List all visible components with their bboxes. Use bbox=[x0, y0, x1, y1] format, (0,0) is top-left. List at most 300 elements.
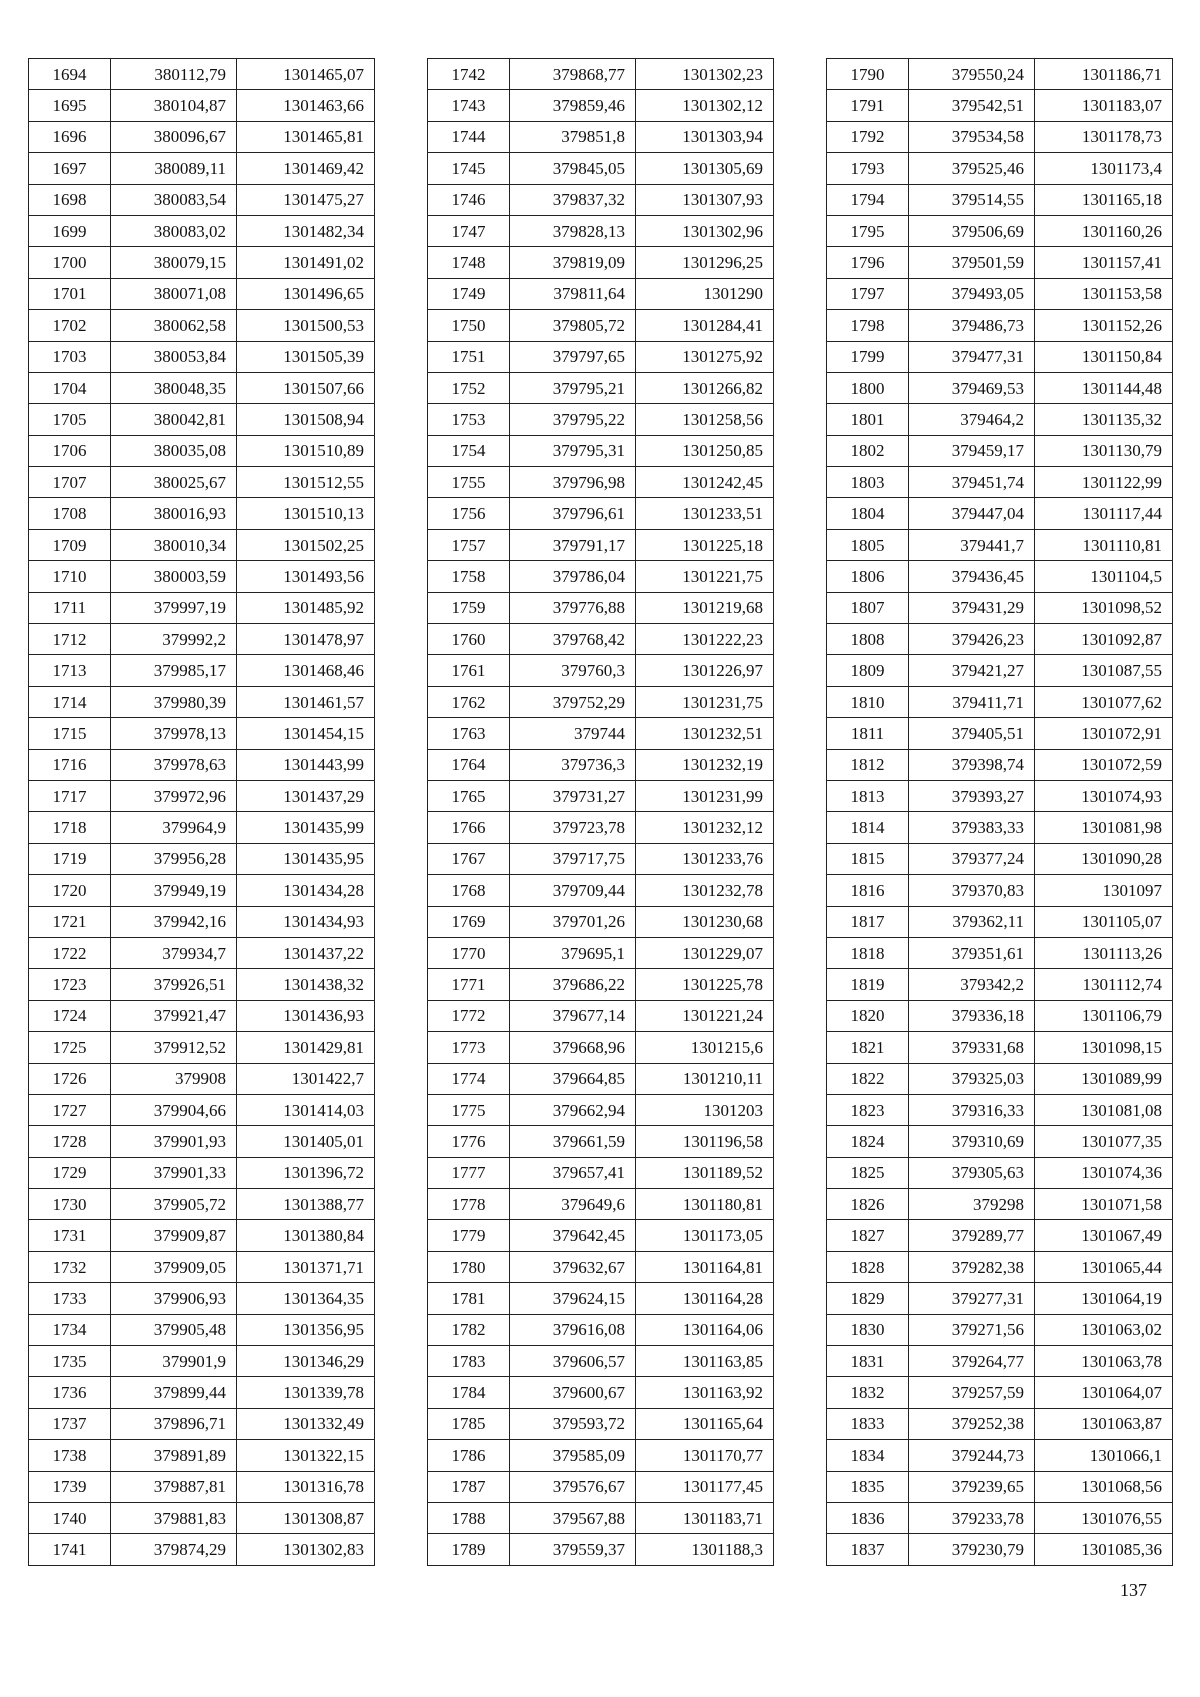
x-coordinate-cell: 379899,44 bbox=[111, 1377, 237, 1408]
y-coordinate-cell: 1301422,7 bbox=[237, 1063, 375, 1094]
point-number-cell: 1745 bbox=[428, 153, 510, 184]
table-row bbox=[29, 278, 375, 309]
y-coordinate-cell: 1301284,41 bbox=[636, 310, 774, 341]
point-number-cell: 1776 bbox=[428, 1126, 510, 1157]
x-coordinate-cell: 379405,51 bbox=[909, 718, 1035, 749]
y-coordinate-cell: 1301160,26 bbox=[1035, 215, 1173, 246]
y-coordinate-cell: 1301364,35 bbox=[237, 1283, 375, 1314]
x-coordinate-cell: 379819,09 bbox=[510, 247, 636, 278]
x-coordinate-cell: 379436,45 bbox=[909, 561, 1035, 592]
point-number-cell: 1729 bbox=[29, 1157, 111, 1188]
x-coordinate-cell: 379632,67 bbox=[510, 1251, 636, 1282]
point-number-cell: 1756 bbox=[428, 498, 510, 529]
y-coordinate-cell: 1301130,79 bbox=[1035, 435, 1173, 466]
table-row bbox=[428, 624, 774, 655]
table-row bbox=[428, 1314, 774, 1345]
point-number-cell: 1771 bbox=[428, 969, 510, 1000]
y-coordinate-cell: 1301164,81 bbox=[636, 1251, 774, 1282]
table-row bbox=[29, 969, 375, 1000]
x-coordinate-cell: 379695,1 bbox=[510, 937, 636, 968]
x-coordinate-cell: 379370,83 bbox=[909, 875, 1035, 906]
table-row bbox=[827, 184, 1173, 215]
point-number-cell: 1750 bbox=[428, 310, 510, 341]
point-number-cell: 1835 bbox=[827, 1471, 909, 1502]
y-coordinate-cell: 1301068,56 bbox=[1035, 1471, 1173, 1502]
x-coordinate-cell: 379881,83 bbox=[111, 1502, 237, 1533]
y-coordinate-cell: 1301508,94 bbox=[237, 404, 375, 435]
x-coordinate-cell: 379661,59 bbox=[510, 1126, 636, 1157]
y-coordinate-cell: 1301493,56 bbox=[237, 561, 375, 592]
point-number-cell: 1726 bbox=[29, 1063, 111, 1094]
y-coordinate-cell: 1301177,45 bbox=[636, 1471, 774, 1502]
x-coordinate-cell: 379244,73 bbox=[909, 1440, 1035, 1471]
point-number-cell: 1822 bbox=[827, 1063, 909, 1094]
y-coordinate-cell: 1301076,55 bbox=[1035, 1502, 1173, 1533]
table-row bbox=[827, 498, 1173, 529]
x-coordinate-cell: 379677,14 bbox=[510, 1000, 636, 1031]
x-coordinate-cell: 379252,38 bbox=[909, 1408, 1035, 1439]
table-row bbox=[428, 1000, 774, 1031]
table-row bbox=[29, 1502, 375, 1533]
point-number-cell: 1764 bbox=[428, 749, 510, 780]
point-number-cell: 1755 bbox=[428, 467, 510, 498]
point-number-cell: 1832 bbox=[827, 1377, 909, 1408]
point-number-cell: 1775 bbox=[428, 1094, 510, 1125]
table-row bbox=[827, 90, 1173, 121]
point-number-cell: 1820 bbox=[827, 1000, 909, 1031]
x-coordinate-cell: 379896,71 bbox=[111, 1408, 237, 1439]
table-row bbox=[428, 467, 774, 498]
point-number-cell: 1695 bbox=[29, 90, 111, 121]
x-coordinate-cell: 379451,74 bbox=[909, 467, 1035, 498]
table-row bbox=[29, 1094, 375, 1125]
y-coordinate-cell: 1301098,52 bbox=[1035, 592, 1173, 623]
table-row bbox=[827, 1283, 1173, 1314]
x-coordinate-cell: 379616,08 bbox=[510, 1314, 636, 1345]
y-coordinate-cell: 1301063,78 bbox=[1035, 1346, 1173, 1377]
x-coordinate-cell: 379760,3 bbox=[510, 655, 636, 686]
point-number-cell: 1712 bbox=[29, 624, 111, 655]
table-row bbox=[827, 812, 1173, 843]
y-coordinate-cell: 1301215,6 bbox=[636, 1032, 774, 1063]
table-row bbox=[827, 1534, 1173, 1565]
y-coordinate-cell: 1301482,34 bbox=[237, 215, 375, 246]
point-number-cell: 1809 bbox=[827, 655, 909, 686]
table-row bbox=[29, 561, 375, 592]
y-coordinate-cell: 1301074,36 bbox=[1035, 1157, 1173, 1188]
table-row bbox=[428, 937, 774, 968]
y-coordinate-cell: 1301196,58 bbox=[636, 1126, 774, 1157]
x-coordinate-cell: 379942,16 bbox=[111, 906, 237, 937]
table-row bbox=[29, 529, 375, 560]
y-coordinate-cell: 1301063,02 bbox=[1035, 1314, 1173, 1345]
y-coordinate-cell: 1301302,12 bbox=[636, 90, 774, 121]
y-coordinate-cell: 1301098,15 bbox=[1035, 1032, 1173, 1063]
point-number-cell: 1791 bbox=[827, 90, 909, 121]
x-coordinate-cell: 379736,3 bbox=[510, 749, 636, 780]
x-coordinate-cell: 380071,08 bbox=[111, 278, 237, 309]
point-number-cell: 1707 bbox=[29, 467, 111, 498]
point-number-cell: 1807 bbox=[827, 592, 909, 623]
table-row bbox=[827, 624, 1173, 655]
point-number-cell: 1705 bbox=[29, 404, 111, 435]
x-coordinate-cell: 379585,09 bbox=[510, 1440, 636, 1471]
point-number-cell: 1836 bbox=[827, 1502, 909, 1533]
table-row bbox=[29, 686, 375, 717]
x-coordinate-cell: 379828,13 bbox=[510, 215, 636, 246]
table-row bbox=[428, 1251, 774, 1282]
y-coordinate-cell: 1301229,07 bbox=[636, 937, 774, 968]
point-number-cell: 1826 bbox=[827, 1189, 909, 1220]
table-row bbox=[428, 1220, 774, 1251]
y-coordinate-cell: 1301163,85 bbox=[636, 1346, 774, 1377]
x-coordinate-cell: 379426,23 bbox=[909, 624, 1035, 655]
table-row bbox=[827, 153, 1173, 184]
table-row bbox=[29, 749, 375, 780]
table-row bbox=[29, 937, 375, 968]
table-row bbox=[29, 655, 375, 686]
x-coordinate-cell: 379909,87 bbox=[111, 1220, 237, 1251]
point-number-cell: 1753 bbox=[428, 404, 510, 435]
y-coordinate-cell: 1301438,32 bbox=[237, 969, 375, 1000]
table-row bbox=[428, 184, 774, 215]
table-row bbox=[29, 1534, 375, 1565]
table-row bbox=[428, 655, 774, 686]
point-number-cell: 1749 bbox=[428, 278, 510, 309]
point-number-cell: 1721 bbox=[29, 906, 111, 937]
x-coordinate-cell: 379851,8 bbox=[510, 121, 636, 152]
table-row bbox=[428, 435, 774, 466]
point-number-cell: 1727 bbox=[29, 1094, 111, 1125]
y-coordinate-cell: 1301258,56 bbox=[636, 404, 774, 435]
y-coordinate-cell: 1301081,08 bbox=[1035, 1094, 1173, 1125]
y-coordinate-cell: 1301163,92 bbox=[636, 1377, 774, 1408]
table-row bbox=[29, 498, 375, 529]
point-number-cell: 1708 bbox=[29, 498, 111, 529]
point-number-cell: 1715 bbox=[29, 718, 111, 749]
table-row bbox=[29, 843, 375, 874]
x-coordinate-cell: 379909,05 bbox=[111, 1251, 237, 1282]
point-number-cell: 1759 bbox=[428, 592, 510, 623]
table-row bbox=[428, 215, 774, 246]
x-coordinate-cell: 380079,15 bbox=[111, 247, 237, 278]
table-row bbox=[428, 1157, 774, 1188]
point-number-cell: 1787 bbox=[428, 1471, 510, 1502]
y-coordinate-cell: 1301296,25 bbox=[636, 247, 774, 278]
point-number-cell: 1786 bbox=[428, 1440, 510, 1471]
x-coordinate-cell: 379905,48 bbox=[111, 1314, 237, 1345]
y-coordinate-cell: 1301222,23 bbox=[636, 624, 774, 655]
point-number-cell: 1723 bbox=[29, 969, 111, 1000]
point-number-cell: 1799 bbox=[827, 341, 909, 372]
x-coordinate-cell: 379662,94 bbox=[510, 1094, 636, 1125]
table-row bbox=[29, 215, 375, 246]
point-number-cell: 1703 bbox=[29, 341, 111, 372]
x-coordinate-cell: 379664,85 bbox=[510, 1063, 636, 1094]
point-number-cell: 1735 bbox=[29, 1346, 111, 1377]
point-number-cell: 1710 bbox=[29, 561, 111, 592]
point-number-cell: 1694 bbox=[29, 59, 111, 90]
y-coordinate-cell: 1301380,84 bbox=[237, 1220, 375, 1251]
point-number-cell: 1731 bbox=[29, 1220, 111, 1251]
x-coordinate-cell: 379901,33 bbox=[111, 1157, 237, 1188]
point-number-cell: 1829 bbox=[827, 1283, 909, 1314]
x-coordinate-cell: 379795,31 bbox=[510, 435, 636, 466]
y-coordinate-cell: 1301339,78 bbox=[237, 1377, 375, 1408]
point-number-cell: 1761 bbox=[428, 655, 510, 686]
x-coordinate-cell: 379805,72 bbox=[510, 310, 636, 341]
x-coordinate-cell: 379978,63 bbox=[111, 749, 237, 780]
x-coordinate-cell: 379289,77 bbox=[909, 1220, 1035, 1251]
table-row bbox=[29, 1283, 375, 1314]
table-row bbox=[428, 561, 774, 592]
x-coordinate-cell: 379709,44 bbox=[510, 875, 636, 906]
table-row bbox=[29, 1220, 375, 1251]
table-row bbox=[428, 1377, 774, 1408]
point-number-cell: 1837 bbox=[827, 1534, 909, 1565]
y-coordinate-cell: 1301303,94 bbox=[636, 121, 774, 152]
x-coordinate-cell: 379550,24 bbox=[909, 59, 1035, 90]
table-row bbox=[428, 1440, 774, 1471]
point-number-cell: 1768 bbox=[428, 875, 510, 906]
point-number-cell: 1821 bbox=[827, 1032, 909, 1063]
x-coordinate-cell: 379796,61 bbox=[510, 498, 636, 529]
x-coordinate-cell: 379642,45 bbox=[510, 1220, 636, 1251]
point-number-cell: 1795 bbox=[827, 215, 909, 246]
y-coordinate-cell: 1301388,77 bbox=[237, 1189, 375, 1220]
y-coordinate-cell: 1301072,91 bbox=[1035, 718, 1173, 749]
table-row bbox=[428, 812, 774, 843]
x-coordinate-cell: 379904,66 bbox=[111, 1094, 237, 1125]
y-coordinate-cell: 1301443,99 bbox=[237, 749, 375, 780]
point-number-cell: 1725 bbox=[29, 1032, 111, 1063]
table-row bbox=[827, 749, 1173, 780]
table-row bbox=[827, 121, 1173, 152]
table-row bbox=[29, 1032, 375, 1063]
x-coordinate-cell: 379791,17 bbox=[510, 529, 636, 560]
y-coordinate-cell: 1301275,92 bbox=[636, 341, 774, 372]
y-coordinate-cell: 1301302,23 bbox=[636, 59, 774, 90]
point-number-cell: 1714 bbox=[29, 686, 111, 717]
x-coordinate-cell: 379230,79 bbox=[909, 1534, 1035, 1565]
y-coordinate-cell: 1301356,95 bbox=[237, 1314, 375, 1345]
point-number-cell: 1802 bbox=[827, 435, 909, 466]
table-row bbox=[29, 341, 375, 372]
point-number-cell: 1732 bbox=[29, 1251, 111, 1282]
y-coordinate-cell: 1301502,25 bbox=[237, 529, 375, 560]
table-row bbox=[428, 1094, 774, 1125]
table-row bbox=[428, 153, 774, 184]
point-number-cell: 1696 bbox=[29, 121, 111, 152]
x-coordinate-cell: 379351,61 bbox=[909, 937, 1035, 968]
y-coordinate-cell: 1301072,59 bbox=[1035, 749, 1173, 780]
y-coordinate-cell: 1301188,3 bbox=[636, 1534, 774, 1565]
y-coordinate-cell: 1301465,07 bbox=[237, 59, 375, 90]
table-row bbox=[29, 121, 375, 152]
point-number-cell: 1722 bbox=[29, 937, 111, 968]
point-number-cell: 1713 bbox=[29, 655, 111, 686]
y-coordinate-cell: 1301117,44 bbox=[1035, 498, 1173, 529]
table-row bbox=[428, 247, 774, 278]
x-coordinate-cell: 379744 bbox=[510, 718, 636, 749]
coordinates-table-2 bbox=[427, 58, 774, 1566]
table-row bbox=[827, 435, 1173, 466]
x-coordinate-cell: 379464,2 bbox=[909, 404, 1035, 435]
table-row bbox=[29, 1157, 375, 1188]
point-number-cell: 1808 bbox=[827, 624, 909, 655]
table-row bbox=[428, 718, 774, 749]
table-row bbox=[428, 1032, 774, 1063]
x-coordinate-cell: 379233,78 bbox=[909, 1502, 1035, 1533]
y-coordinate-cell: 1301468,46 bbox=[237, 655, 375, 686]
point-number-cell: 1698 bbox=[29, 184, 111, 215]
table-row bbox=[428, 59, 774, 90]
point-number-cell: 1806 bbox=[827, 561, 909, 592]
table-row bbox=[827, 969, 1173, 1000]
coordinates-table-3 bbox=[826, 58, 1173, 1566]
table-row bbox=[827, 404, 1173, 435]
x-coordinate-cell: 379567,88 bbox=[510, 1502, 636, 1533]
x-coordinate-cell: 379277,31 bbox=[909, 1283, 1035, 1314]
x-coordinate-cell: 379859,46 bbox=[510, 90, 636, 121]
y-coordinate-cell: 1301510,89 bbox=[237, 435, 375, 466]
y-coordinate-cell: 1301186,71 bbox=[1035, 59, 1173, 90]
y-coordinate-cell: 1301305,69 bbox=[636, 153, 774, 184]
point-number-cell: 1740 bbox=[29, 1502, 111, 1533]
x-coordinate-cell: 379978,13 bbox=[111, 718, 237, 749]
y-coordinate-cell: 1301266,82 bbox=[636, 372, 774, 403]
y-coordinate-cell: 1301183,71 bbox=[636, 1502, 774, 1533]
x-coordinate-cell: 379459,17 bbox=[909, 435, 1035, 466]
table-row bbox=[428, 1126, 774, 1157]
point-number-cell: 1724 bbox=[29, 1000, 111, 1031]
y-coordinate-cell: 1301308,87 bbox=[237, 1502, 375, 1533]
y-coordinate-cell: 1301074,93 bbox=[1035, 780, 1173, 811]
table-row bbox=[29, 780, 375, 811]
x-coordinate-cell: 380104,87 bbox=[111, 90, 237, 121]
table-row bbox=[827, 310, 1173, 341]
point-number-cell: 1702 bbox=[29, 310, 111, 341]
point-number-cell: 1831 bbox=[827, 1346, 909, 1377]
y-coordinate-cell: 1301434,28 bbox=[237, 875, 375, 906]
table-row bbox=[29, 1377, 375, 1408]
x-coordinate-cell: 379972,96 bbox=[111, 780, 237, 811]
y-coordinate-cell: 1301164,06 bbox=[636, 1314, 774, 1345]
table-row bbox=[29, 467, 375, 498]
x-coordinate-cell: 379506,69 bbox=[909, 215, 1035, 246]
x-coordinate-cell: 380083,54 bbox=[111, 184, 237, 215]
point-number-cell: 1746 bbox=[428, 184, 510, 215]
point-number-cell: 1766 bbox=[428, 812, 510, 843]
y-coordinate-cell: 1301429,81 bbox=[237, 1032, 375, 1063]
table-row bbox=[428, 969, 774, 1000]
table-row bbox=[29, 404, 375, 435]
table-row bbox=[428, 1063, 774, 1094]
table-row bbox=[827, 686, 1173, 717]
x-coordinate-cell: 379901,9 bbox=[111, 1346, 237, 1377]
table-row bbox=[827, 780, 1173, 811]
x-coordinate-cell: 379908 bbox=[111, 1063, 237, 1094]
table-row bbox=[827, 592, 1173, 623]
y-coordinate-cell: 1301089,99 bbox=[1035, 1063, 1173, 1094]
point-number-cell: 1709 bbox=[29, 529, 111, 560]
table-row bbox=[29, 153, 375, 184]
point-number-cell: 1704 bbox=[29, 372, 111, 403]
y-coordinate-cell: 1301085,36 bbox=[1035, 1534, 1173, 1565]
x-coordinate-cell: 379362,11 bbox=[909, 906, 1035, 937]
y-coordinate-cell: 1301106,79 bbox=[1035, 1000, 1173, 1031]
point-number-cell: 1830 bbox=[827, 1314, 909, 1345]
x-coordinate-cell: 379891,89 bbox=[111, 1440, 237, 1471]
y-coordinate-cell: 1301231,75 bbox=[636, 686, 774, 717]
table-row bbox=[827, 1157, 1173, 1188]
y-coordinate-cell: 1301064,19 bbox=[1035, 1283, 1173, 1314]
y-coordinate-cell: 1301135,32 bbox=[1035, 404, 1173, 435]
point-number-cell: 1711 bbox=[29, 592, 111, 623]
x-coordinate-cell: 380062,58 bbox=[111, 310, 237, 341]
y-coordinate-cell: 1301510,13 bbox=[237, 498, 375, 529]
point-number-cell: 1794 bbox=[827, 184, 909, 215]
y-coordinate-cell: 1301491,02 bbox=[237, 247, 375, 278]
x-coordinate-cell: 379469,53 bbox=[909, 372, 1035, 403]
table-row bbox=[827, 247, 1173, 278]
table-row bbox=[827, 1000, 1173, 1031]
x-coordinate-cell: 379514,55 bbox=[909, 184, 1035, 215]
table-row bbox=[827, 1471, 1173, 1502]
y-coordinate-cell: 1301371,71 bbox=[237, 1251, 375, 1282]
y-coordinate-cell: 1301496,65 bbox=[237, 278, 375, 309]
x-coordinate-cell: 379837,32 bbox=[510, 184, 636, 215]
x-coordinate-cell: 379752,29 bbox=[510, 686, 636, 717]
table-row bbox=[827, 1377, 1173, 1408]
y-coordinate-cell: 1301105,07 bbox=[1035, 906, 1173, 937]
x-coordinate-cell: 379525,46 bbox=[909, 153, 1035, 184]
x-coordinate-cell: 379980,39 bbox=[111, 686, 237, 717]
table-row bbox=[827, 561, 1173, 592]
y-coordinate-cell: 1301064,07 bbox=[1035, 1377, 1173, 1408]
y-coordinate-cell: 1301165,64 bbox=[636, 1408, 774, 1439]
y-coordinate-cell: 1301225,18 bbox=[636, 529, 774, 560]
y-coordinate-cell: 1301112,74 bbox=[1035, 969, 1173, 1000]
point-number-cell: 1701 bbox=[29, 278, 111, 309]
y-coordinate-cell: 1301065,44 bbox=[1035, 1251, 1173, 1282]
point-number-cell: 1789 bbox=[428, 1534, 510, 1565]
x-coordinate-cell: 379723,78 bbox=[510, 812, 636, 843]
table-row bbox=[29, 1408, 375, 1439]
point-number-cell: 1814 bbox=[827, 812, 909, 843]
point-number-cell: 1781 bbox=[428, 1283, 510, 1314]
x-coordinate-cell: 379934,7 bbox=[111, 937, 237, 968]
table-row bbox=[827, 718, 1173, 749]
point-number-cell: 1824 bbox=[827, 1126, 909, 1157]
point-number-cell: 1798 bbox=[827, 310, 909, 341]
x-coordinate-cell: 379868,77 bbox=[510, 59, 636, 90]
y-coordinate-cell: 1301173,4 bbox=[1035, 153, 1173, 184]
table-row bbox=[827, 1502, 1173, 1533]
x-coordinate-cell: 379606,57 bbox=[510, 1346, 636, 1377]
x-coordinate-cell: 379796,98 bbox=[510, 467, 636, 498]
table-row bbox=[29, 1471, 375, 1502]
y-coordinate-cell: 1301081,98 bbox=[1035, 812, 1173, 843]
x-coordinate-cell: 380112,79 bbox=[111, 59, 237, 90]
x-coordinate-cell: 379542,51 bbox=[909, 90, 1035, 121]
point-number-cell: 1833 bbox=[827, 1408, 909, 1439]
y-coordinate-cell: 1301332,49 bbox=[237, 1408, 375, 1439]
y-coordinate-cell: 1301435,99 bbox=[237, 812, 375, 843]
y-coordinate-cell: 1301346,29 bbox=[237, 1346, 375, 1377]
x-coordinate-cell: 380003,59 bbox=[111, 561, 237, 592]
x-coordinate-cell: 379956,28 bbox=[111, 843, 237, 874]
